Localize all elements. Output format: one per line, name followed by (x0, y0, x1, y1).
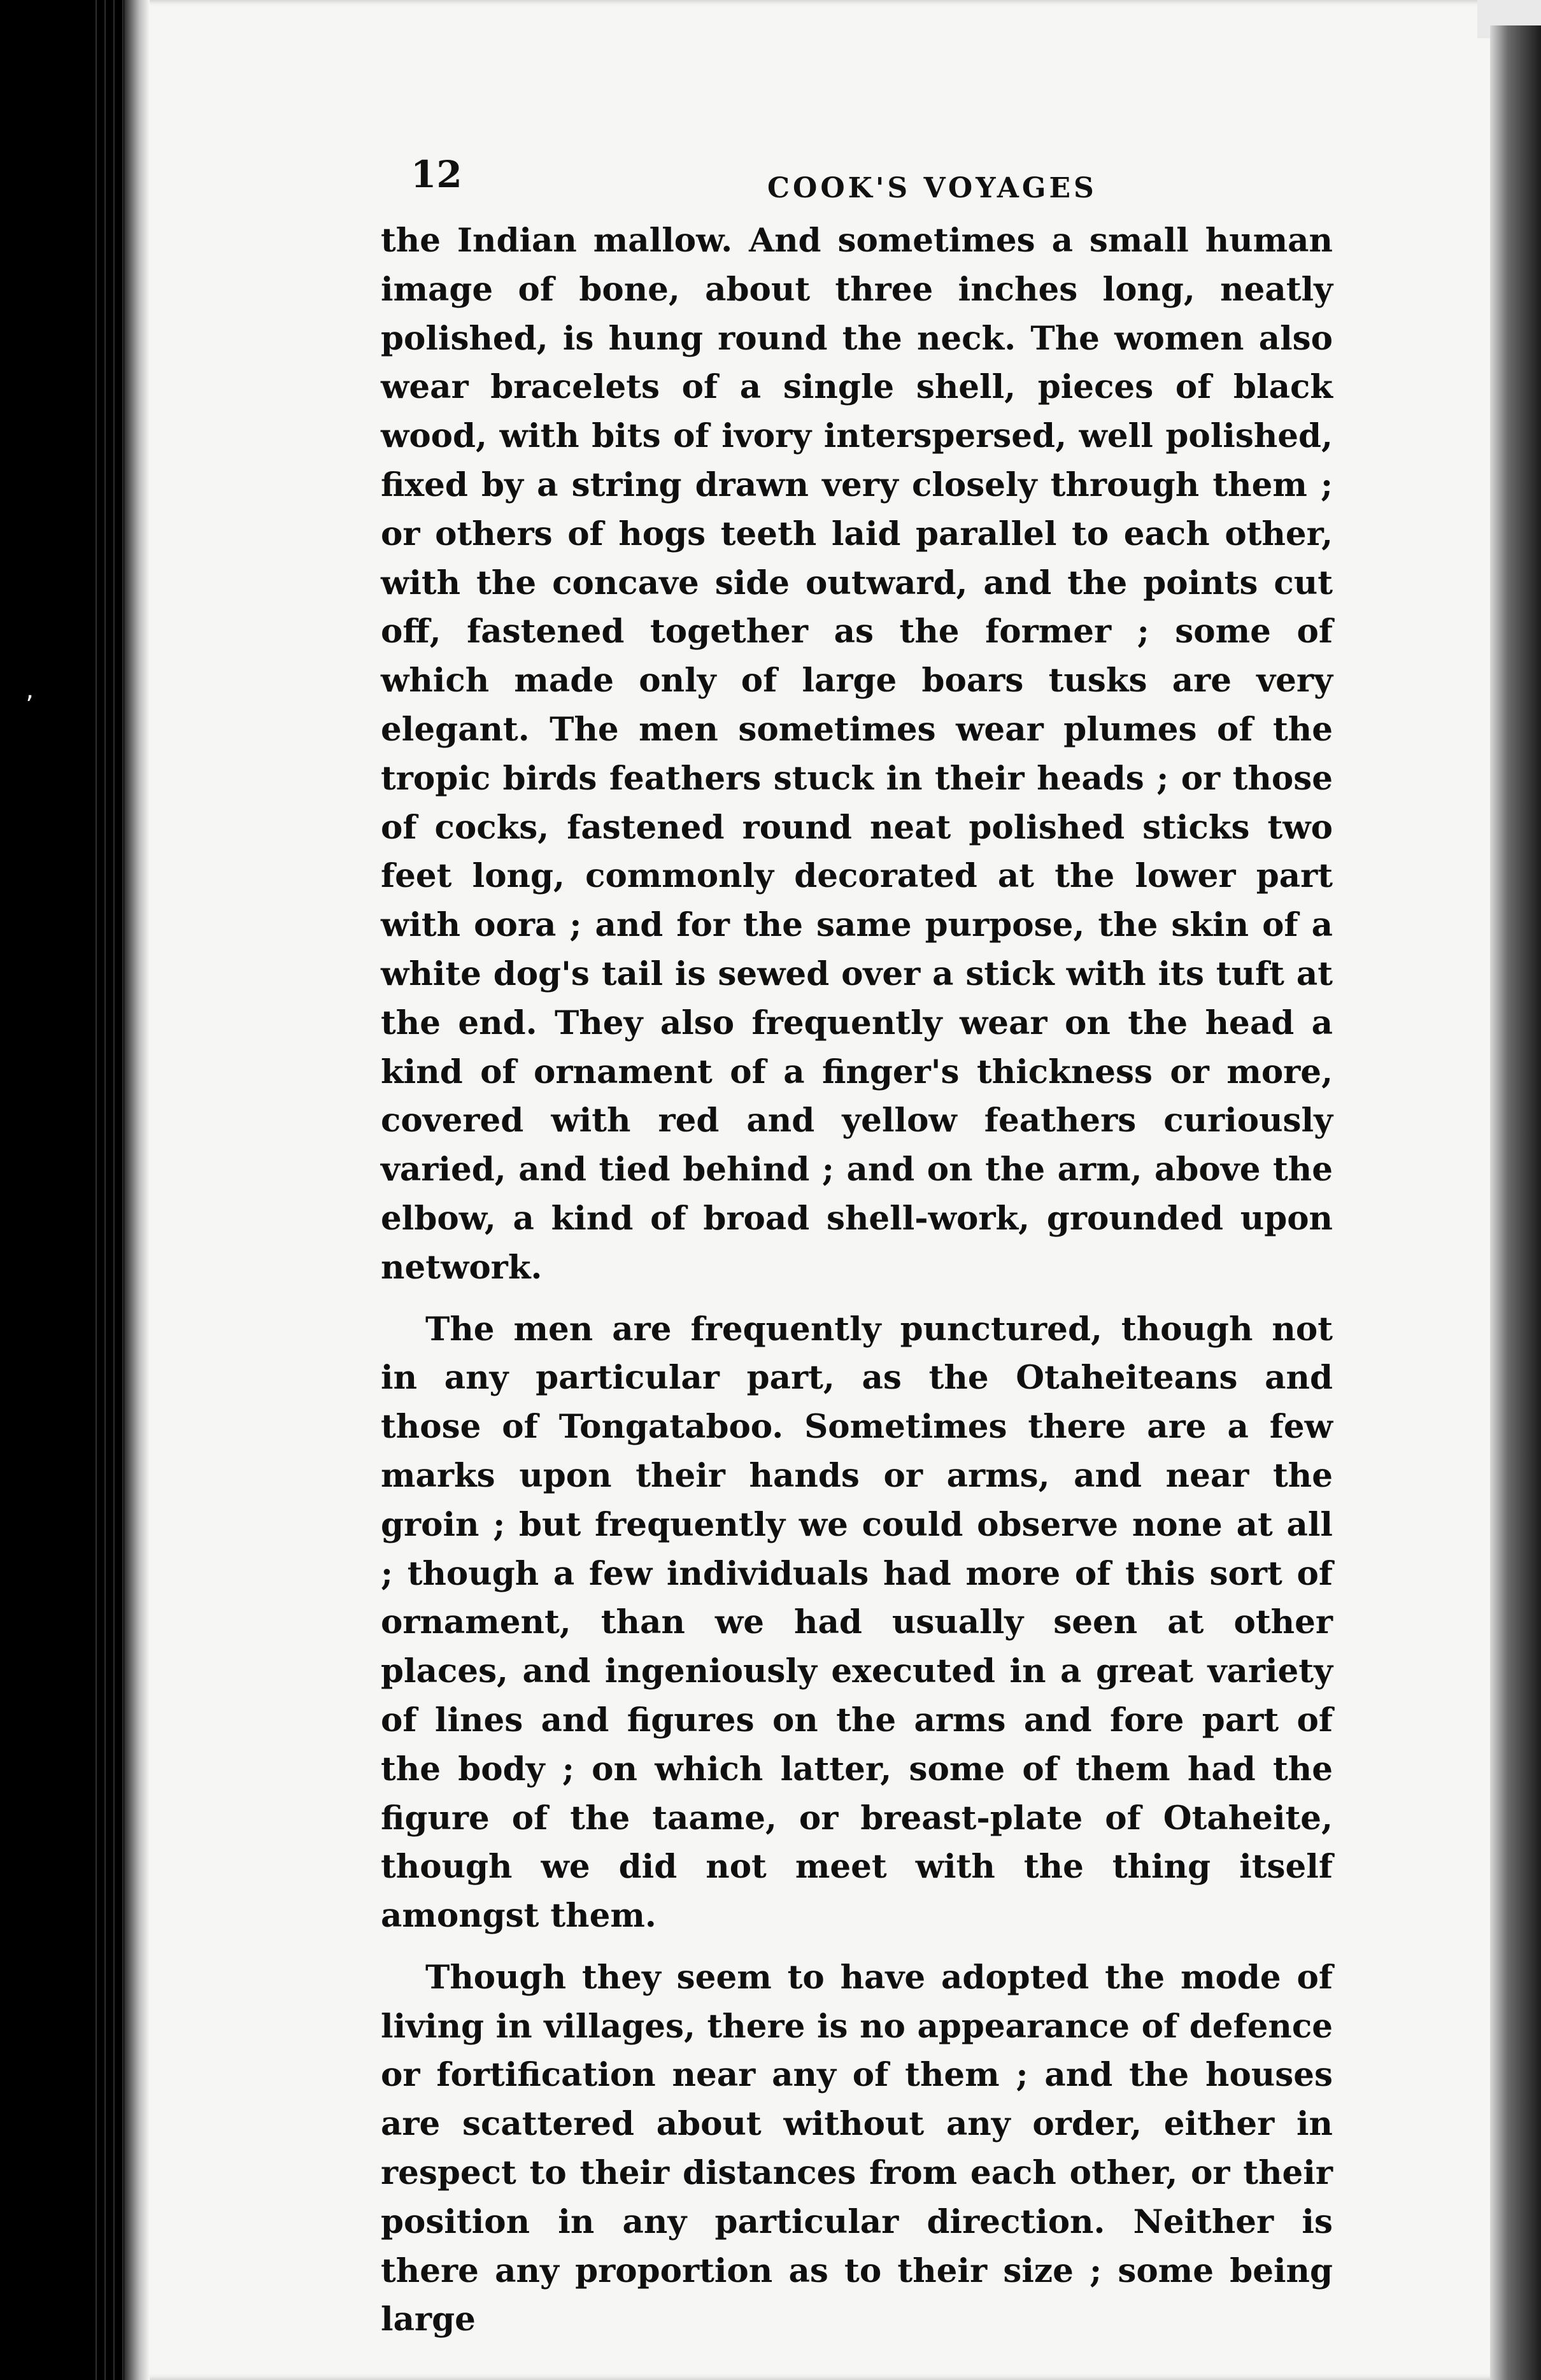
page-header (411, 146, 1334, 216)
margin-speck: ’ (25, 691, 34, 720)
page-number: 12 (411, 153, 462, 196)
paragraph-2: The men are frequently punctured, though not in any particular part, as the Otaheiteans and those of Tongataboo. Sometimes there are a few marks upon their hands or arms, and near the groin ; but frequently we could observe none at all ; though a few individuals had more of this sort of ornament, than we had usually seen at other places, and ingeniously executed in a great variety of lines and figures on the arms and fore part of the body ; on which latter, some of them had the figure of the taame, or breast-plate of Otaheite, though we did not meet with the thing itself amongst them. (381, 1310, 1333, 1936)
page-fold-shadow (124, 0, 150, 2380)
running-title: COOK'S VOYAGES (767, 172, 1097, 204)
paragraph-1: the Indian mallow. And sometimes a small human image of bone, about three inches long, neatly polished, is hung round the neck. The women also wear bracelets of a single shell, pieces of black wood, with bits of ivory interspersed, well polished, fixed by a string drawn very closely through them ; or others of hogs teeth laid parallel to each other, with the concave side outward, and the points cut off, fastened together as the former ; some of which made only of large boars tusks are very elegant. The men sometimes wear plumes of the tropic birds feathers stuck in their heads ; or those of cocks, fastened round neat polished sticks two feet long, commonly decorated at the lower part with oora ; and for the same purpose, the skin of a white dog's tail is sewed over a stick with its tuft at the end. They also frequently wear on the head a kind of ornament of a finger's thickness or more, covered with red and yellow feathers curiously varied, and tied behind ; and on the arm, above the elbow, a kind of broad shell-work, grounded upon network. (381, 222, 1333, 1287)
paragraph-3: Though they seem to have adopted the mode of living in villages, there is no appearance of defence or fortification near any of them ; and the houses are scattered about without any order, either in respect to their distances from each other, or their position in any particular direction. Neither is there any proportion as to their size ; some being large (381, 1958, 1333, 2339)
body-text (381, 216, 1333, 2344)
next-page-edge (1490, 25, 1541, 2380)
